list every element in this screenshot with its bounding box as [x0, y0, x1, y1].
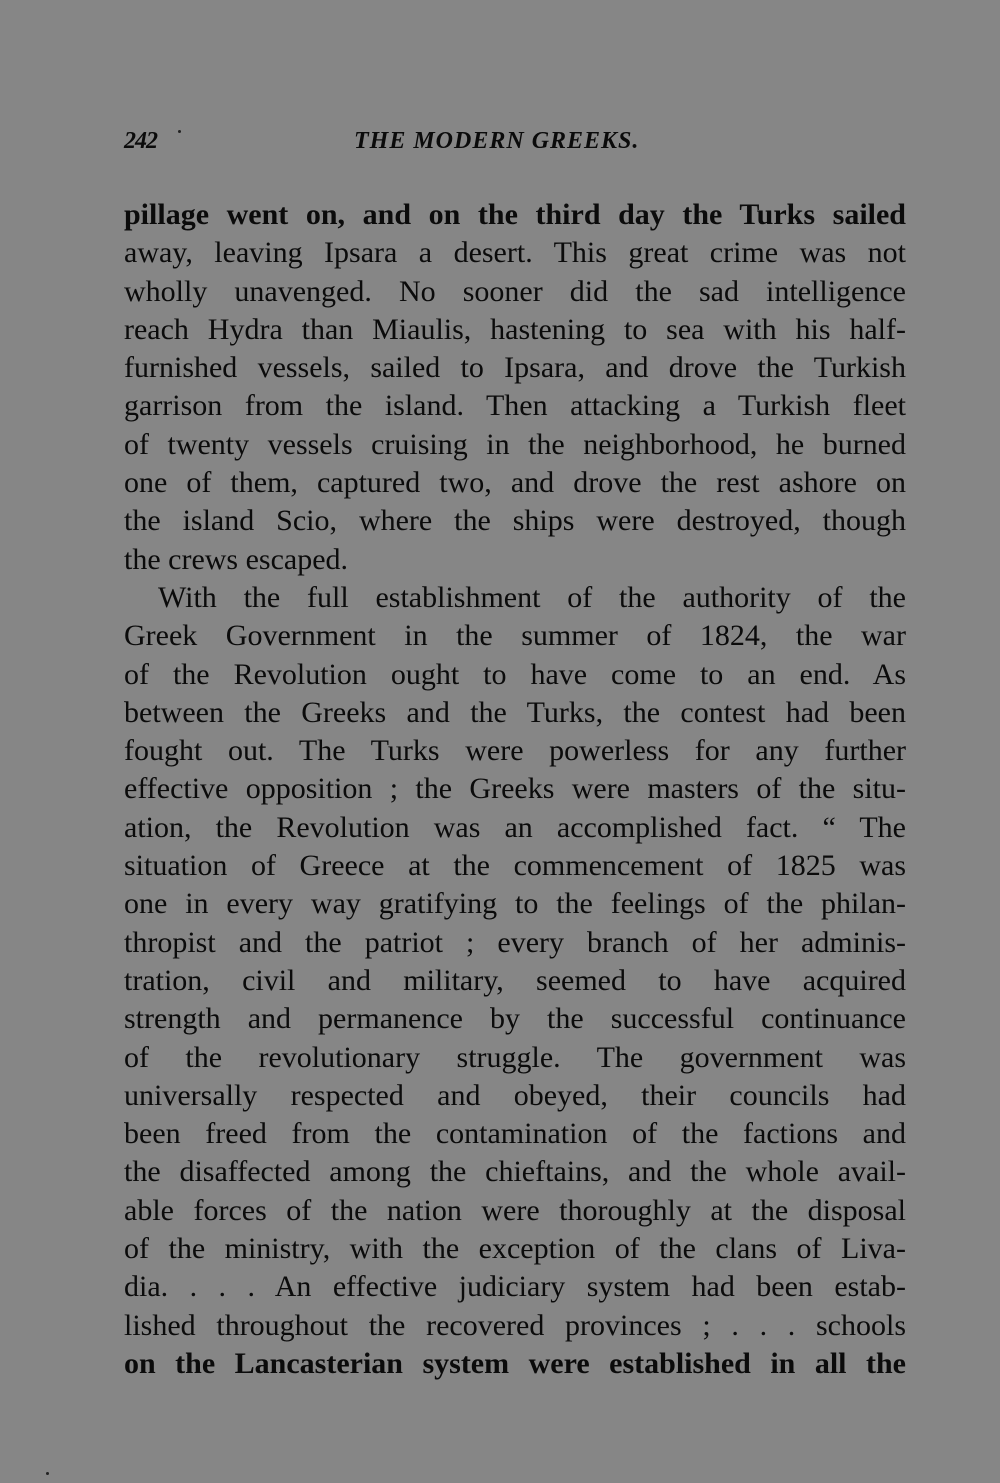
text-line: effective opposition ; the Greeks were masters of the situ-: [124, 772, 906, 806]
text-line: With the full establishment of the authority of the: [158, 580, 906, 614]
page-number: 242: [124, 128, 157, 154]
body-text: [124, 196, 906, 1383]
text-line: garrison from the island. Then attacking a Turkish fleet: [124, 389, 906, 423]
text-line: ation, the Revolution was an accomplished fact. “ The: [124, 810, 906, 844]
text-line: on the Lancasterian system were established in all the: [124, 1346, 906, 1380]
text-line: tration, civil and military, seemed to have acquired: [124, 963, 906, 997]
text-line: been freed from the contamination of the factions and: [124, 1117, 906, 1151]
text-line: lished throughout the recovered provinces ; . . . schools: [124, 1308, 906, 1342]
text-line: thropist and the patriot ; every branch of her adminis-: [124, 925, 906, 959]
text-line: reach Hydra than Miaulis, hastening to sea with his half-: [124, 312, 906, 346]
text-line: fought out. The Turks were powerless for any further: [124, 734, 906, 768]
text-line: between the Greeks and the Turks, the contest had been: [124, 695, 906, 729]
text-line: the island Scio, where the ships were destroyed, though: [124, 504, 906, 538]
text-line: of the ministry, with the exception of the clans of Liva-: [124, 1232, 906, 1266]
text-line: able forces of the nation were thoroughly at the disposal: [124, 1193, 906, 1227]
text-line: of the Revolution ought to have come to an end. As: [124, 657, 906, 691]
text-line: one of them, captured two, and drove the rest ashore on: [124, 466, 906, 500]
text-line: of the revolutionary struggle. The government was: [124, 1040, 906, 1074]
running-head: [124, 128, 906, 162]
text-line: pillage went on, and on the third day the Turks sailed: [124, 198, 906, 231]
text-line: situation of Greece at the commencement of 1825 was: [124, 849, 906, 883]
text-line: the crews escaped.: [124, 542, 349, 576]
text-line: furnished vessels, sailed to Ipsara, and drove the Turkish: [124, 351, 906, 385]
text-line: away, leaving Ipsara a desert. This great crime was not: [124, 236, 906, 270]
text-line: the disaffected among the chieftains, and the whole avail-: [124, 1155, 906, 1189]
text-line: strength and permanence by the successful continuance: [124, 1002, 906, 1036]
text-line: wholly unavenged. No sooner did the sad intelligence: [124, 274, 906, 308]
running-title: THE MODERN GREEKS.: [354, 128, 640, 154]
text-line: universally respected and obeyed, their councils had: [124, 1078, 906, 1112]
print-speck: [178, 130, 181, 133]
text-line: dia. . . . An effective judiciary system had been estab-: [124, 1270, 906, 1304]
text-line: of twenty vessels cruising in the neighborhood, he burned: [124, 427, 906, 461]
print-speck: [46, 1472, 49, 1475]
text-line: Greek Government in the summer of 1824, the war: [124, 619, 906, 653]
text-line: one in every way gratifying to the feelings of the philan-: [124, 887, 906, 921]
